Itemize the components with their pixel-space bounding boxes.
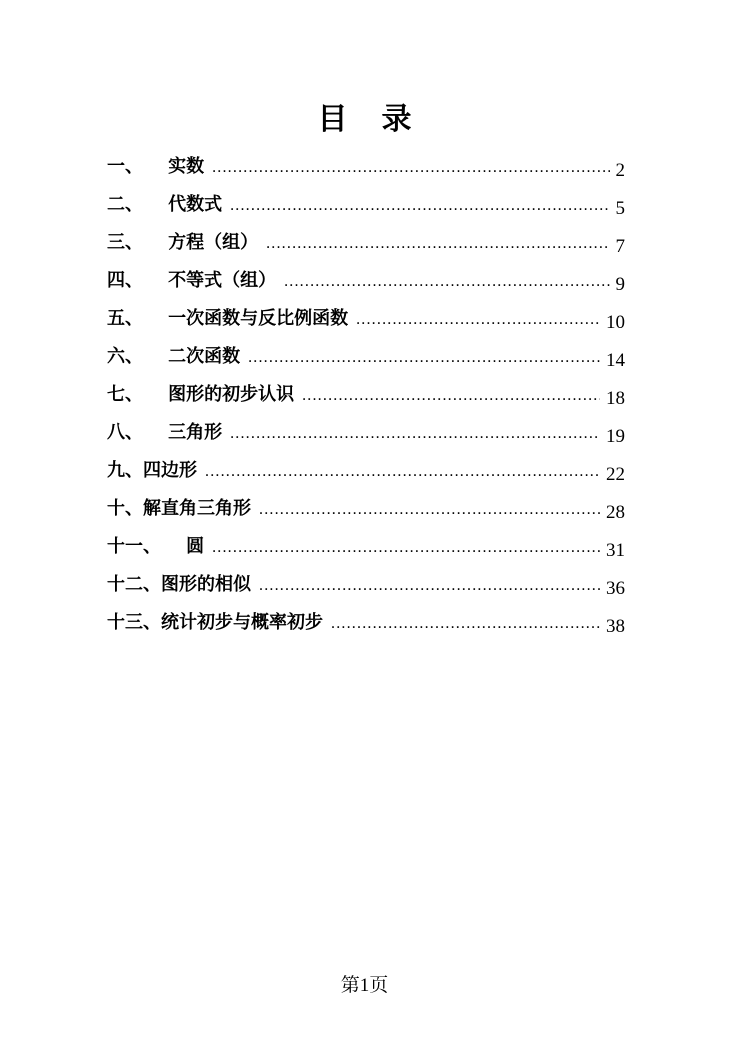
toc-entry-label: 一、 实数: [107, 156, 205, 177]
toc-entry-page: 9: [615, 274, 625, 295]
table-of-contents: [107, 151, 625, 645]
toc-leader-dots: [331, 608, 600, 640]
toc-entry-page: 38: [606, 616, 625, 637]
toc-entry[interactable]: [107, 569, 625, 607]
toc-entry[interactable]: [107, 189, 625, 227]
toc-entry-label: 十二、图形的相似: [107, 574, 251, 595]
toc-entry-label: 四、 不等式（组）: [107, 270, 277, 291]
toc-entry-label: 七、 图形的初步认识: [107, 384, 295, 405]
toc-entry-page: 31: [606, 540, 625, 561]
toc-leader-dots: [212, 152, 609, 184]
toc-entry-label: 十、解直角三角形: [107, 498, 251, 519]
toc-leader-dots: [259, 494, 600, 526]
toc-entry[interactable]: [107, 493, 625, 531]
title-char-2: 录: [381, 102, 412, 137]
toc-entry[interactable]: [107, 607, 625, 645]
toc-entry-label: 六、 二次函数: [107, 346, 241, 367]
toc-entry-page: 2: [615, 160, 625, 181]
toc-entry-page: 18: [606, 388, 625, 409]
toc-entry-page: 28: [606, 502, 625, 523]
page-number-footer: 第1页: [340, 975, 389, 996]
toc-entry-page: 7: [615, 236, 625, 257]
toc-entry-label: 八、 三角形: [107, 422, 223, 443]
toc-entry-page: 14: [606, 350, 625, 371]
toc-entry[interactable]: [107, 303, 625, 341]
toc-entry[interactable]: [107, 417, 625, 455]
toc-leader-dots: [302, 380, 600, 412]
toc-entry[interactable]: [107, 227, 625, 265]
toc-entry[interactable]: [107, 379, 625, 417]
toc-entry-label: 五、 一次函数与反比例函数: [107, 308, 349, 329]
toc-leader-dots: [356, 304, 600, 336]
toc-leader-dots: [230, 418, 600, 450]
toc-leader-dots: [230, 190, 609, 222]
toc-entry[interactable]: [107, 265, 625, 303]
toc-leader-dots: [248, 342, 600, 374]
toc-entry[interactable]: [107, 341, 625, 379]
toc-entry[interactable]: [107, 531, 625, 569]
toc-entry-page: 10: [606, 312, 625, 333]
toc-entry-label: 二、 代数式: [107, 194, 223, 215]
toc-leader-dots: [284, 266, 609, 298]
toc-entry-page: 5: [615, 198, 625, 219]
toc-leader-dots: [259, 570, 600, 602]
toc-entry[interactable]: [107, 151, 625, 189]
page-title: [0, 100, 729, 140]
toc-entry-label: 九、四边形: [107, 460, 197, 481]
toc-entry-label: 十一、 圆: [107, 536, 205, 557]
toc-entry-label: 三、 方程（组）: [107, 232, 259, 253]
toc-leader-dots: [266, 228, 609, 260]
toc-entry-page: 22: [606, 464, 625, 485]
toc-leader-dots: [212, 532, 600, 564]
toc-entry-label: 十三、统计初步与概率初步: [107, 612, 323, 633]
toc-entry-page: 36: [606, 578, 625, 599]
title-char-1: 目: [317, 102, 348, 137]
toc-entry[interactable]: [107, 455, 625, 493]
toc-entry-page: 19: [606, 426, 625, 447]
toc-leader-dots: [205, 456, 600, 488]
